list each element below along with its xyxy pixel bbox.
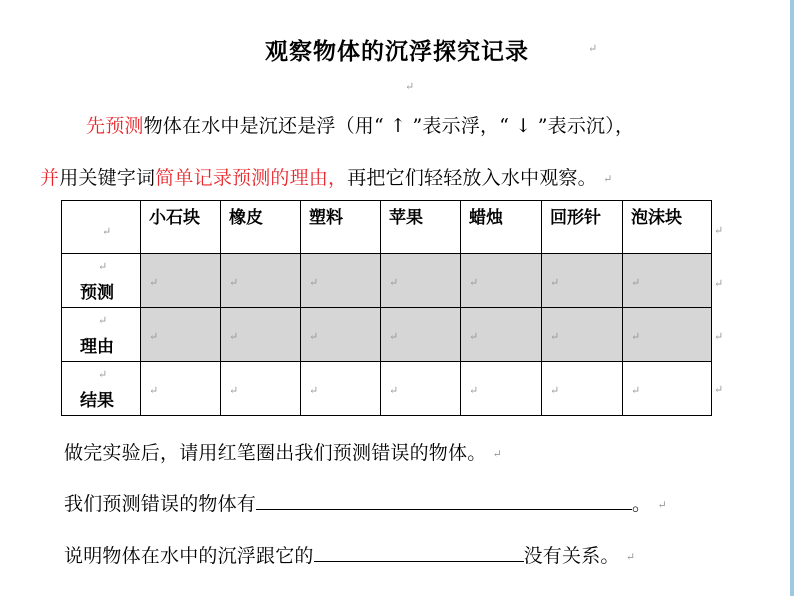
table-cell[interactable]: ↵: [141, 254, 221, 308]
answer-blank[interactable]: [256, 489, 632, 510]
table-row: [62, 254, 712, 308]
body-text: 我们预测错误的物体有: [64, 493, 257, 515]
record-table: [61, 200, 712, 416]
table-row: [62, 308, 712, 362]
table-cell[interactable]: ↵: [301, 308, 381, 362]
table-cell[interactable]: ↵: [301, 362, 381, 416]
instruction-line-4: [64, 489, 667, 516]
table-header-row: [62, 201, 712, 254]
instruction-line-5: [64, 541, 635, 568]
paragraph-mark: ↵: [714, 224, 724, 237]
body-text: 。: [632, 493, 652, 515]
table-cell[interactable]: ↵: [461, 254, 542, 308]
body-text: 说明物体在水中的沉浮跟它的: [64, 545, 314, 567]
table-cell[interactable]: ↵: [542, 362, 623, 416]
paragraph-mark: ↵: [625, 550, 636, 564]
page-title: 观察物体的沉浮探究记录: [265, 38, 529, 65]
paragraph-mark: ↵: [102, 225, 112, 238]
table-cell[interactable]: ↵: [221, 308, 301, 362]
paragraph-mark: ↵: [714, 383, 724, 396]
table-cell[interactable]: ↵: [141, 362, 221, 416]
instruction-line-2: [40, 163, 613, 190]
table-cell[interactable]: ↵: [381, 254, 461, 308]
body-text: 再把它们轻轻放入水中观察。: [347, 167, 597, 189]
highlight-text: 简单记录预测的理由，: [155, 167, 348, 189]
row-label-cell[interactable]: ↵ 预测: [62, 254, 141, 308]
highlight-text: 并: [40, 167, 60, 189]
table-row: [62, 362, 712, 416]
instruction-line-3: [64, 438, 502, 465]
paragraph-mark: ↵: [714, 330, 724, 343]
column-header[interactable]: 蜡烛: [461, 201, 542, 254]
column-header[interactable]: 回形针: [542, 201, 623, 254]
table-cell[interactable]: ↵: [623, 362, 712, 416]
body-text: 物体在水中是沉还是浮（用“ ↑ ”表示浮，“ ↓ ”表示沉），: [143, 115, 635, 137]
column-header[interactable]: 塑料: [301, 201, 381, 254]
row-label-cell[interactable]: ↵ 理由: [62, 308, 141, 362]
row-label: 结果: [80, 391, 114, 411]
paragraph-mark: ↵: [492, 447, 503, 461]
header-corner-cell[interactable]: [62, 201, 141, 254]
column-header[interactable]: 泡沫块: [623, 201, 712, 254]
body-text: 用关键字词: [59, 167, 156, 189]
table-cell[interactable]: ↵: [221, 362, 301, 416]
column-header[interactable]: 苹果: [381, 201, 461, 254]
answer-blank[interactable]: [314, 541, 524, 562]
highlight-text: 先预测: [86, 115, 144, 137]
body-text: 做完实验后，请用红笔圈出我们预测错误的物体。: [64, 442, 487, 464]
body-text: 没有关系。: [523, 545, 620, 567]
table-cell[interactable]: ↵: [141, 308, 221, 362]
column-header[interactable]: 橡皮: [221, 201, 301, 254]
table-cell[interactable]: ↵: [381, 308, 461, 362]
row-label: 理由: [80, 337, 114, 357]
window-edge: [790, 0, 794, 596]
table-cell[interactable]: ↵: [381, 362, 461, 416]
table-cell[interactable]: ↵: [542, 308, 623, 362]
table-cell[interactable]: ↵: [461, 308, 542, 362]
row-label-cell[interactable]: ↵ 结果: [62, 362, 141, 416]
paragraph-mark: ↵: [588, 42, 598, 55]
paragraph-mark: ↵: [714, 277, 724, 290]
column-header[interactable]: 小石块: [141, 201, 221, 254]
instruction-line-1: [86, 111, 634, 138]
paragraph-mark: ↵: [603, 172, 613, 186]
paragraph-mark: ↵: [657, 498, 667, 512]
table-cell[interactable]: ↵: [301, 254, 381, 308]
table-cell[interactable]: ↵: [461, 362, 542, 416]
table-cell[interactable]: ↵: [623, 254, 712, 308]
table-cell[interactable]: ↵: [542, 254, 623, 308]
table-cell[interactable]: ↵: [623, 308, 712, 362]
table-cell[interactable]: ↵: [221, 254, 301, 308]
paragraph-mark: ↵: [405, 80, 415, 93]
row-label: 预测: [80, 283, 114, 303]
